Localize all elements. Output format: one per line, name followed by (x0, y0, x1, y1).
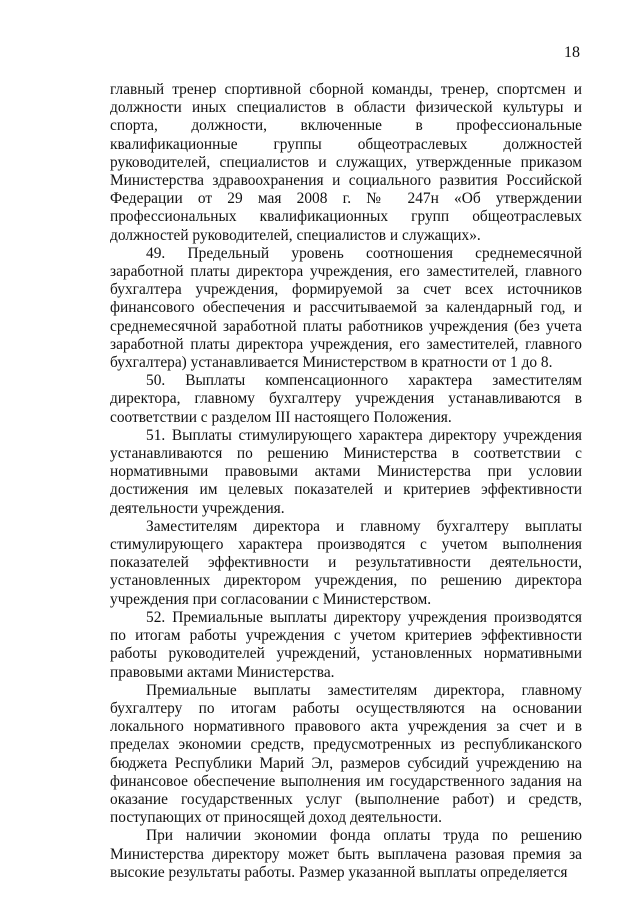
paragraph-continuation: главный тренер спортивной сборной команды, тренер, спортсмен и должности иных специалистов в области физической культуры и спорта, должности, включенные в профессиональные квалификационные группы общеотраслевых должностей руководителей, специалистов и служащих, утвержденные приказом Министерства здравоохранения и социального развития Российской Федерации от 29 мая 2008 г. № 247н «Об утверждении профессиональных квалификационных групп общеотраслевых должностей руководителей, специалистов и служащих». (110, 81, 582, 244)
paragraph-one-time-bonus: При наличии экономии фонда оплаты труда по решению Министерства директору может быть выплачена разовая премия за высокие результаты работы. Размер указанной выплаты определяется (110, 827, 582, 881)
paragraph-50: 50. Выплаты компенсационного характера заместителям директора, главному бухгалтеру учреждения устанавливаются в соответствии с разделом III настоящего Положения. (110, 372, 582, 426)
paragraph-49: 49. Предельный уровень соотношения среднемесячной заработной платы директора учреждения, его заместителей, главного бухгалтера учреждения, формируемой за счет всех источников финансового обеспечения и рассчитываемой за календарный год, и среднемесячной заработной платы работников учреждения (без учета заработной платы директора учреждения, его заместителей, главного бухгалтера) устанавливается Министерством в кратности от 1 до 8. (110, 244, 582, 372)
paragraph-51: 51. Выплаты стимулирующего характера директору учреждения устанавливаются по решению Министерства в соответствии с нормативными правовыми актами Министерства при условии достижения им целевых показателей и критериев эффективности деятельности учреждения. (110, 426, 582, 517)
paragraph-deputies-incentives: Заместителям директора и главному бухгалтеру выплаты стимулирующего характера производятся с учетом выполнения показателей эффективности и результативности деятельности, установленных директором учреждения, по решению директора учреждения при согласовании с Министерством. (110, 517, 582, 608)
document-body (110, 81, 582, 882)
paragraph-deputies-bonuses: Премиальные выплаты заместителям директора, главному бухгалтеру по итогам работы осуществляются на основании локального нормативного правового акта учреждения за счет и в пределах экономии средств, предусмотренных из республиканского бюджета Республики Марий Эл, размеров субсидий учреждению на финансовое обеспечение выполнения им государственного задания на оказание государственных услуг (выполнение работ) и средств, поступающих от приносящей доход деятельности. (110, 681, 582, 827)
page-number: 18 (564, 44, 580, 61)
paragraph-52: 52. Премиальные выплаты директору учреждения производятся по итогам работы учреждения с учетом критериев эффективности работы руководителей учреждений, установленных нормативными правовыми актами Министерства. (110, 608, 582, 681)
